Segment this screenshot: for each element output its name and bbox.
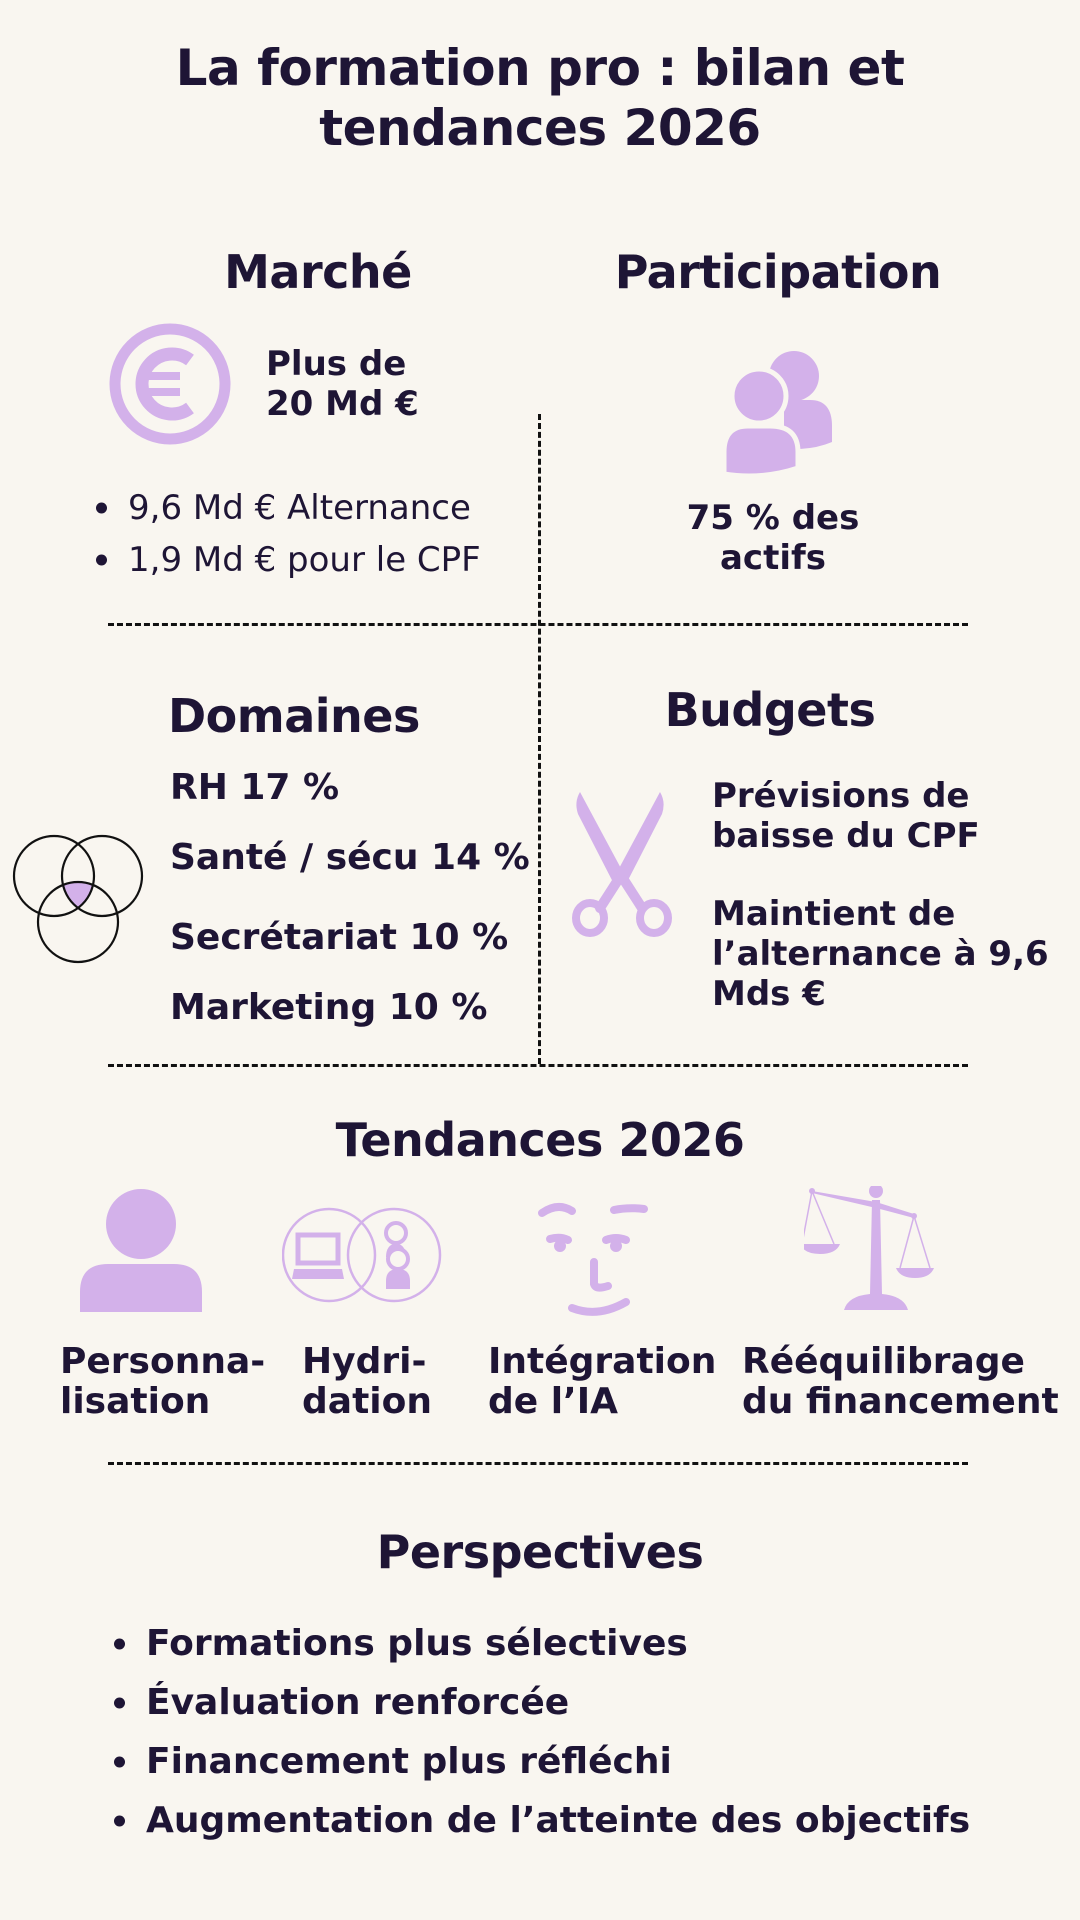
laptop-people-venn-icon (282, 1207, 444, 1303)
balance-scale-icon (804, 1186, 944, 1312)
list-item: Évaluation renforcée (110, 1673, 970, 1732)
page-title-line-1: La formation pro : bilan et (175, 39, 905, 97)
tendance-label-reequilibrage: Rééquilibrage du financement (742, 1341, 1059, 1422)
participation-stat: 75 % des actifs (686, 498, 860, 578)
divider-horizontal-2 (108, 1064, 968, 1067)
perspectives-heading: Perspectives (376, 1525, 704, 1579)
divider-vertical (538, 414, 541, 1064)
perspectives-list (110, 1614, 970, 1850)
page-title-line-2: tendances 2026 (319, 99, 761, 157)
tendance-label-personnalisation: Personna- lisation (60, 1341, 266, 1422)
list-item: Marketing 10 % (170, 987, 488, 1028)
marche-bullets (92, 482, 481, 586)
tendance-label-hybridation: Hydri- dation (302, 1341, 432, 1422)
participation-heading: Participation (614, 245, 942, 299)
scissors-icon (570, 792, 676, 940)
list-item: Secrétariat 10 % (170, 917, 509, 958)
list-item: Augmentation de l’atteinte des objectifs (110, 1791, 970, 1850)
budgets-heading: Budgets (664, 683, 876, 737)
face-icon (536, 1200, 658, 1316)
page-title (0, 38, 1080, 158)
domaines-heading: Domaines (168, 689, 420, 743)
tendance-label-ia: Intégration de l’IA (488, 1341, 717, 1422)
divider-horizontal-3 (108, 1462, 968, 1465)
venn-diagram-icon (12, 832, 148, 964)
list-item: 9,6 Md € Alternance (92, 482, 481, 534)
budgets-item-2: Maintient de l’alternance à 9,6 Mds € (712, 894, 1049, 1014)
budgets-item-1: Prévisions de baisse du CPF (712, 776, 980, 856)
person-icon (80, 1188, 202, 1312)
marche-heading: Marché (224, 245, 412, 299)
list-item: Formations plus sélectives (110, 1614, 970, 1673)
list-item: Financement plus réfléchi (110, 1732, 970, 1791)
list-item: RH 17 % (170, 767, 340, 808)
euro-coin-icon (108, 322, 232, 446)
list-item: Santé / sécu 14 % (170, 837, 530, 878)
tendances-heading: Tendances 2026 (335, 1113, 745, 1167)
users-icon (722, 348, 834, 474)
marche-headline: Plus de 20 Md € (266, 344, 419, 424)
list-item: 1,9 Md € pour le CPF (92, 534, 481, 586)
